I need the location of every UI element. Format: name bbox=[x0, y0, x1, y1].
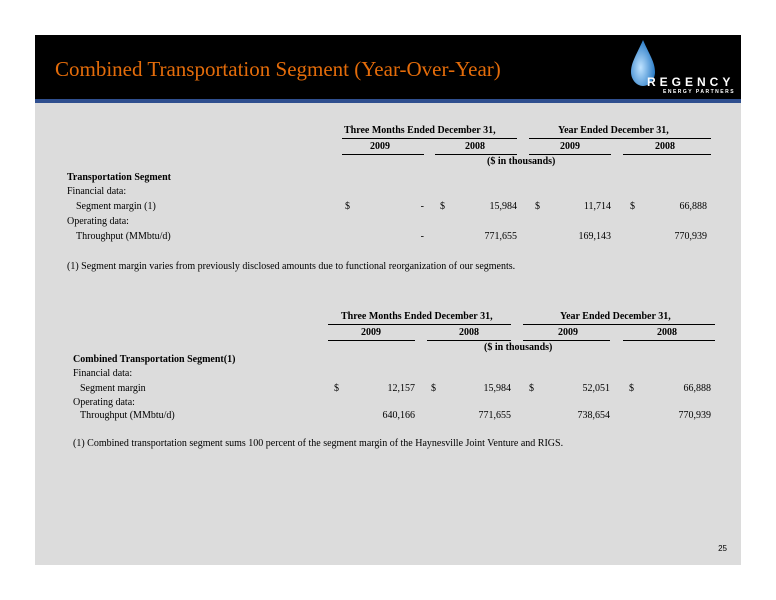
year-underline bbox=[435, 154, 517, 155]
column-year: 2009 bbox=[361, 327, 381, 338]
cell-value: 169,143 bbox=[578, 231, 611, 242]
column-year: 2009 bbox=[558, 327, 578, 338]
slide bbox=[35, 35, 741, 565]
row-label-segment-margin: Segment margin (1) bbox=[76, 201, 156, 212]
column-year: 2008 bbox=[657, 327, 677, 338]
page-number: 25 bbox=[718, 544, 727, 553]
column-year: 2008 bbox=[655, 141, 675, 152]
currency-symbol: $ bbox=[345, 201, 350, 212]
group-underline bbox=[328, 324, 511, 325]
header-rule bbox=[35, 99, 741, 103]
section-label: Transportation Segment bbox=[67, 172, 171, 183]
group-underline bbox=[529, 138, 711, 139]
cell-value: 15,984 bbox=[489, 201, 517, 212]
column-group-year-ended: Year Ended December 31, bbox=[560, 311, 671, 322]
column-group-year-ended: Year Ended December 31, bbox=[558, 125, 669, 136]
currency-symbol: $ bbox=[629, 383, 634, 394]
year-underline bbox=[328, 340, 415, 341]
currency-symbol: $ bbox=[431, 383, 436, 394]
cell-value: 15,984 bbox=[483, 383, 511, 394]
cell-value: - bbox=[420, 231, 424, 242]
row-label-segment-margin: Segment margin bbox=[80, 383, 146, 394]
currency-symbol: $ bbox=[440, 201, 445, 212]
units-label: ($ in thousands) bbox=[484, 342, 553, 353]
year-underline bbox=[427, 340, 511, 341]
year-underline bbox=[529, 154, 611, 155]
logo-tagline: ENERGY PARTNERS bbox=[663, 89, 736, 95]
financial-data-label: Financial data: bbox=[67, 186, 127, 197]
section-label: Combined Transportation Segment(1) bbox=[73, 354, 236, 365]
cell-value: 770,939 bbox=[674, 231, 707, 242]
financial-data-label: Financial data: bbox=[73, 368, 133, 379]
cell-value: - bbox=[420, 201, 424, 212]
footnote: (1) Segment margin varies from previously disclosed amounts due to functional reorganization of our segments. bbox=[67, 261, 516, 272]
cell-value: 66,888 bbox=[679, 201, 707, 212]
year-underline bbox=[523, 340, 610, 341]
row-label-throughput: Throughput (MMbtu/d) bbox=[76, 231, 171, 242]
units-label: ($ in thousands) bbox=[487, 156, 556, 167]
column-group-three-months: Three Months Ended December 31, bbox=[341, 311, 493, 322]
slide-title: Combined Transportation Segment (Year-Over-Year) bbox=[55, 57, 501, 81]
cell-value: 12,157 bbox=[387, 383, 415, 394]
footnote: (1) Combined transportation segment sums 100 percent of the segment margin of the Haynesville Joint Venture and RIGS. bbox=[73, 438, 564, 449]
column-group-three-months: Three Months Ended December 31, bbox=[344, 125, 496, 136]
cell-value: 52,051 bbox=[582, 383, 610, 394]
currency-symbol: $ bbox=[630, 201, 635, 212]
currency-symbol: $ bbox=[334, 383, 339, 394]
operating-data-label: Operating data: bbox=[73, 397, 135, 408]
currency-symbol: $ bbox=[529, 383, 534, 394]
cell-value: 738,654 bbox=[577, 410, 610, 421]
year-underline bbox=[623, 154, 711, 155]
slide-header bbox=[35, 35, 741, 99]
row-label-throughput: Throughput (MMbtu/d) bbox=[80, 410, 175, 421]
cell-value: 770,939 bbox=[678, 410, 711, 421]
column-year: 2009 bbox=[560, 141, 580, 152]
column-year: 2008 bbox=[465, 141, 485, 152]
cell-value: 771,655 bbox=[478, 410, 511, 421]
year-underline bbox=[623, 340, 715, 341]
cell-value: 11,714 bbox=[583, 201, 611, 212]
cell-value: 771,655 bbox=[484, 231, 517, 242]
cell-value: 66,888 bbox=[683, 383, 711, 394]
group-underline bbox=[342, 138, 517, 139]
currency-symbol: $ bbox=[535, 201, 540, 212]
cell-value: 640,166 bbox=[382, 410, 415, 421]
column-year: 2009 bbox=[370, 141, 390, 152]
group-underline bbox=[523, 324, 715, 325]
year-underline bbox=[342, 154, 424, 155]
logo-wordmark: REGENCY bbox=[647, 75, 735, 89]
operating-data-label: Operating data: bbox=[67, 216, 129, 227]
column-year: 2008 bbox=[459, 327, 479, 338]
